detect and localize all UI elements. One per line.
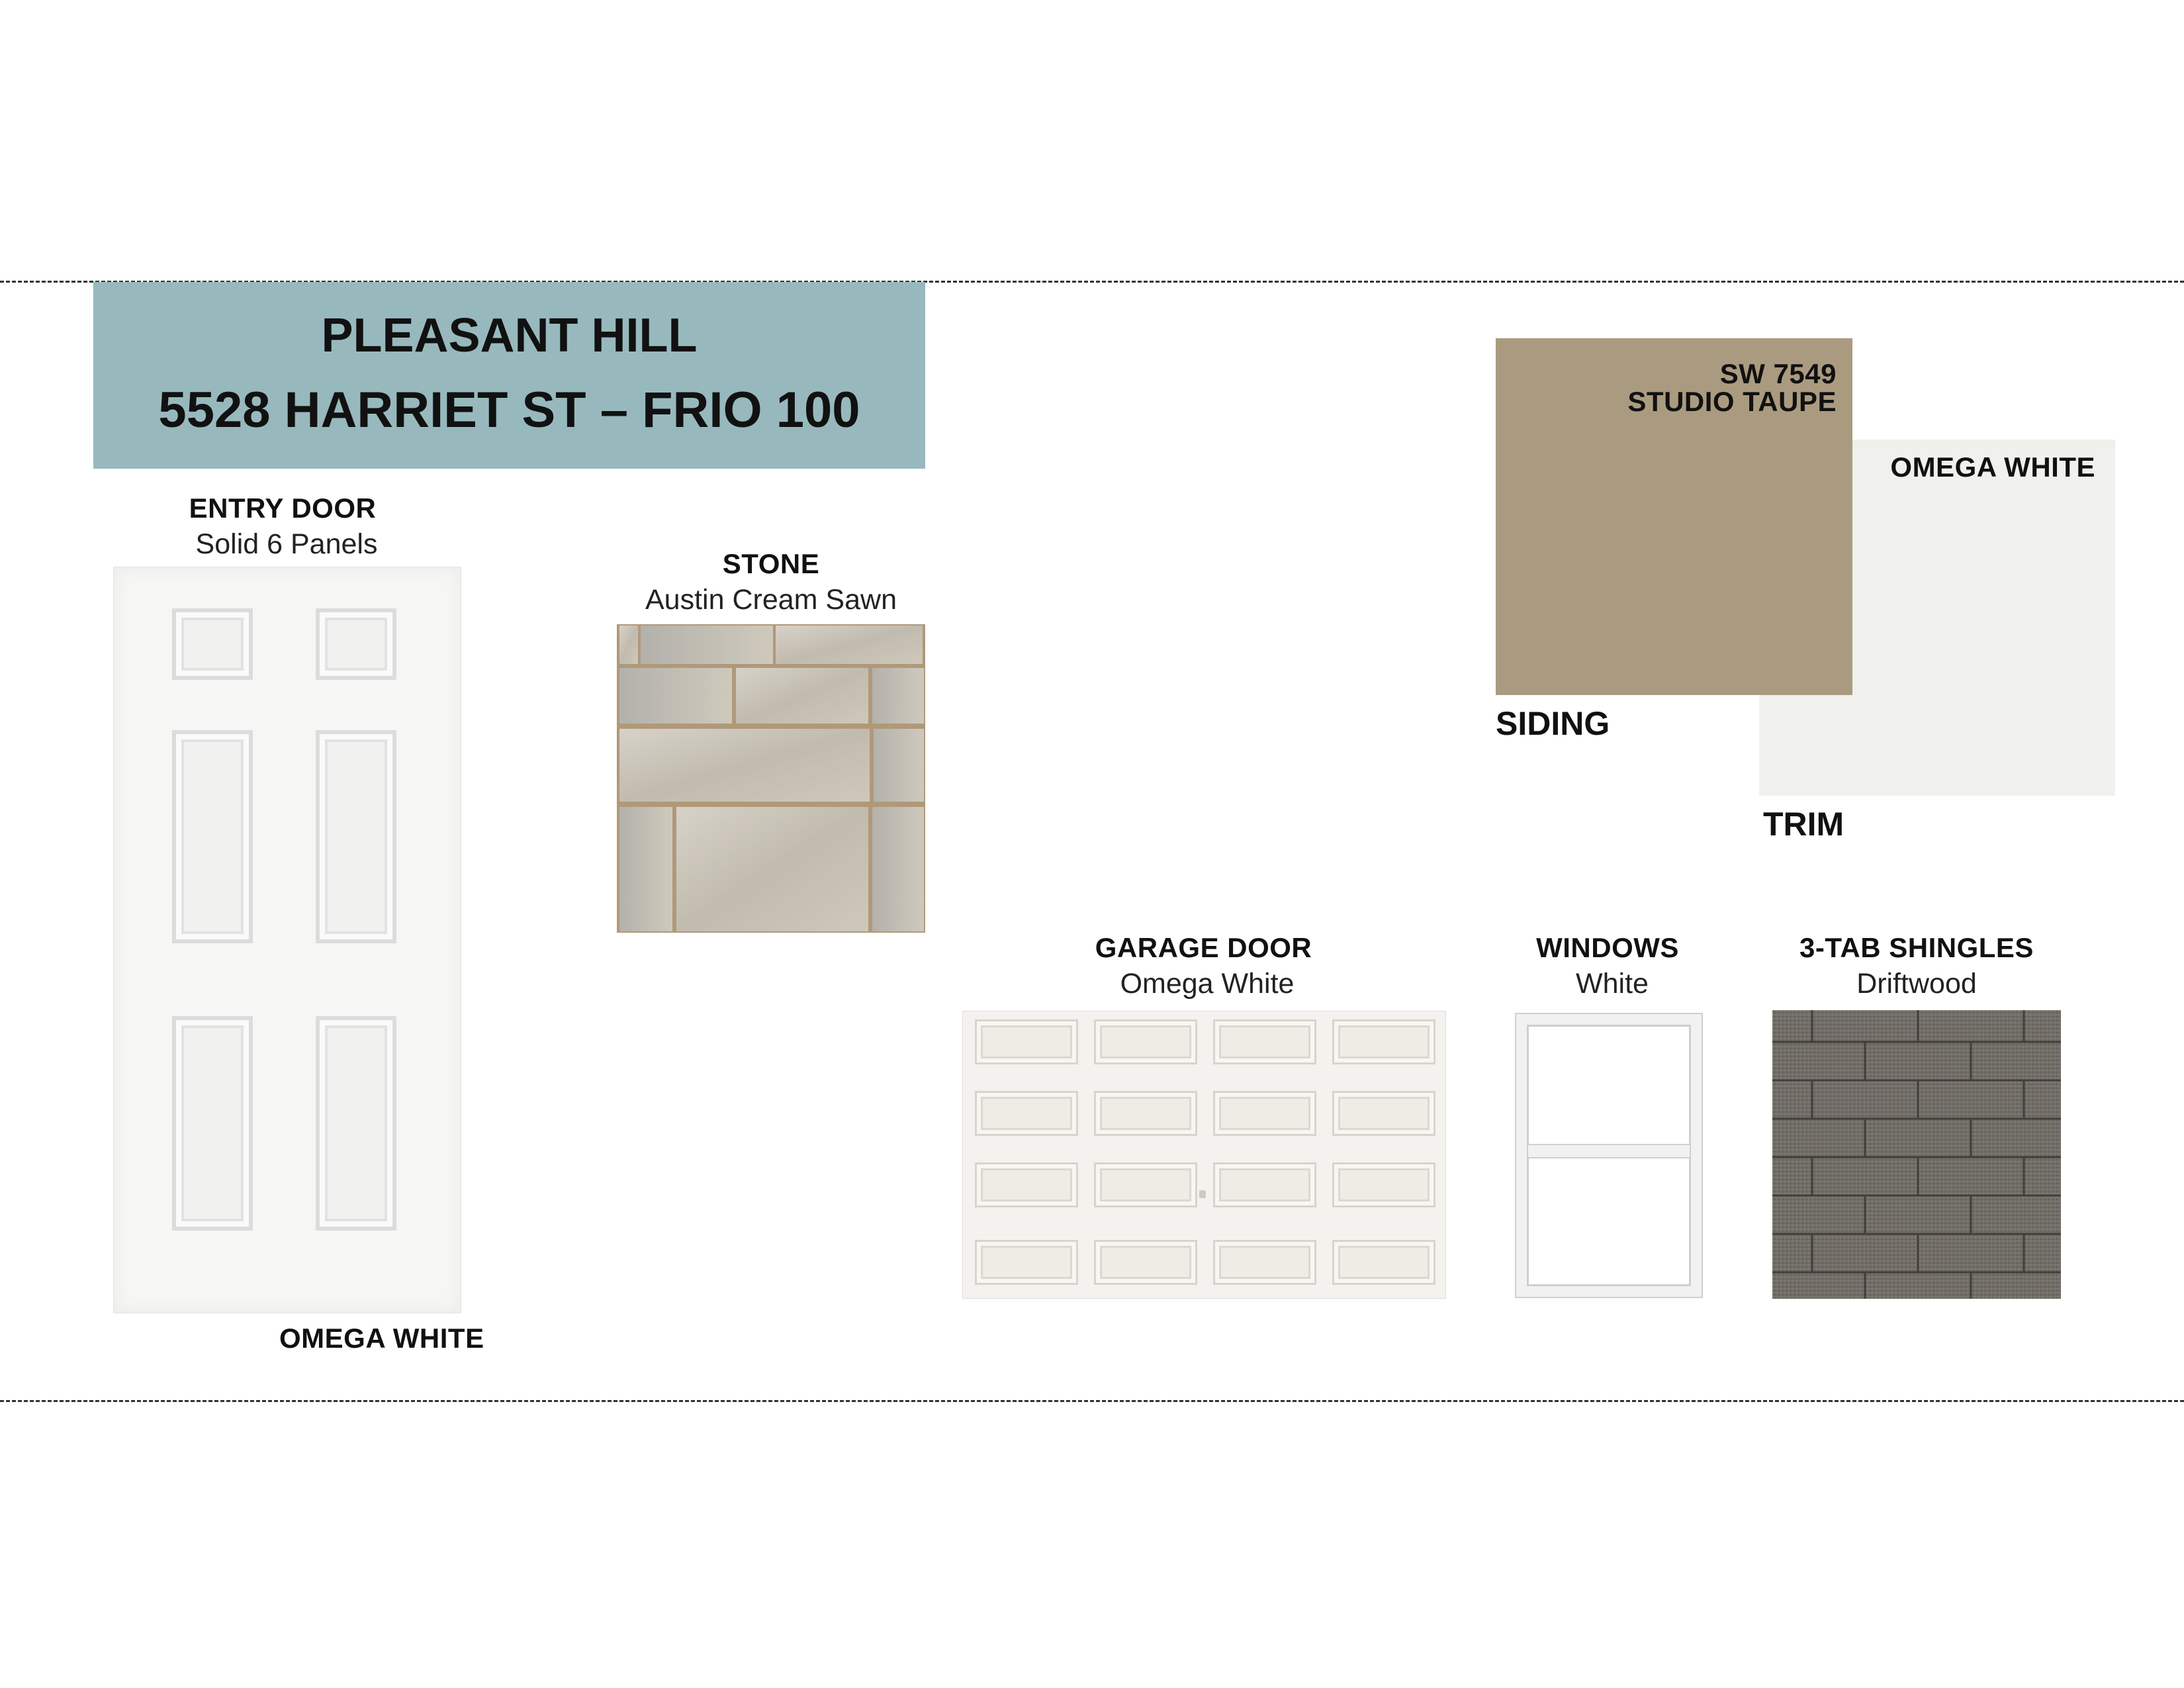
garage-panel [1213, 1162, 1316, 1207]
garage-panel [1094, 1091, 1197, 1136]
garage-panel [1094, 1162, 1197, 1207]
garage-panel [1213, 1091, 1316, 1136]
trim-label: TRIM [1763, 806, 1844, 843]
door-panel [172, 608, 253, 680]
garage-panel [1094, 1019, 1197, 1064]
garage-panel [1332, 1162, 1435, 1207]
garage-panel [1332, 1019, 1435, 1064]
bottom-dashed-divider [0, 1400, 2184, 1402]
community-title: PLEASANT HILL [321, 309, 698, 362]
stone-sample-image [617, 624, 925, 933]
door-panel [172, 1016, 253, 1231]
address-plan-title: 5528 HARRIET ST – FRIO 100 [158, 382, 860, 438]
garage-panel [975, 1240, 1078, 1285]
siding-color-swatch [1496, 338, 1852, 695]
door-panel [316, 730, 396, 943]
garage-panel [975, 1019, 1078, 1064]
garage-panel [1332, 1091, 1435, 1136]
entry-door-style: Solid 6 Panels [195, 528, 378, 560]
siding-label: SIDING [1496, 705, 1610, 742]
stone-title: STONE [722, 548, 820, 579]
title-banner [93, 282, 925, 469]
door-panel [316, 1016, 396, 1231]
garage-panel [1332, 1240, 1435, 1285]
door-panel [172, 730, 253, 943]
door-panel [316, 608, 396, 680]
entry-door-color: OMEGA WHITE [279, 1323, 484, 1354]
siding-color-name: STUDIO TAUPE [1627, 386, 1837, 417]
shingles-sample-image [1772, 1010, 2061, 1299]
garage-door-image [962, 1011, 1446, 1299]
entry-door-title: ENTRY DOOR [189, 492, 377, 524]
window-image [1515, 1013, 1703, 1298]
trim-color-name: OMEGA WHITE [1890, 451, 2095, 483]
shingles-title: 3-TAB SHINGLES [1799, 932, 2034, 963]
garage-door-color: Omega White [1120, 968, 1295, 1000]
entry-door-image [113, 567, 461, 1313]
garage-handle [1199, 1190, 1206, 1198]
siding-color-code: SW 7549 [1719, 358, 1837, 389]
garage-panel [1213, 1240, 1316, 1285]
garage-panel [975, 1162, 1078, 1207]
garage-panel [1094, 1240, 1197, 1285]
window-meeting-rail [1528, 1144, 1690, 1158]
garage-panel [975, 1091, 1078, 1136]
shingles-texture-graphic [1772, 1010, 2061, 1299]
stone-texture-graphic [617, 624, 925, 933]
windows-title: WINDOWS [1536, 932, 1679, 963]
garage-panel [1213, 1019, 1316, 1064]
windows-color: White [1576, 968, 1649, 1000]
stone-name: Austin Cream Sawn [645, 584, 897, 616]
shingles-color: Driftwood [1856, 968, 1977, 1000]
garage-door-title: GARAGE DOOR [1095, 932, 1312, 963]
